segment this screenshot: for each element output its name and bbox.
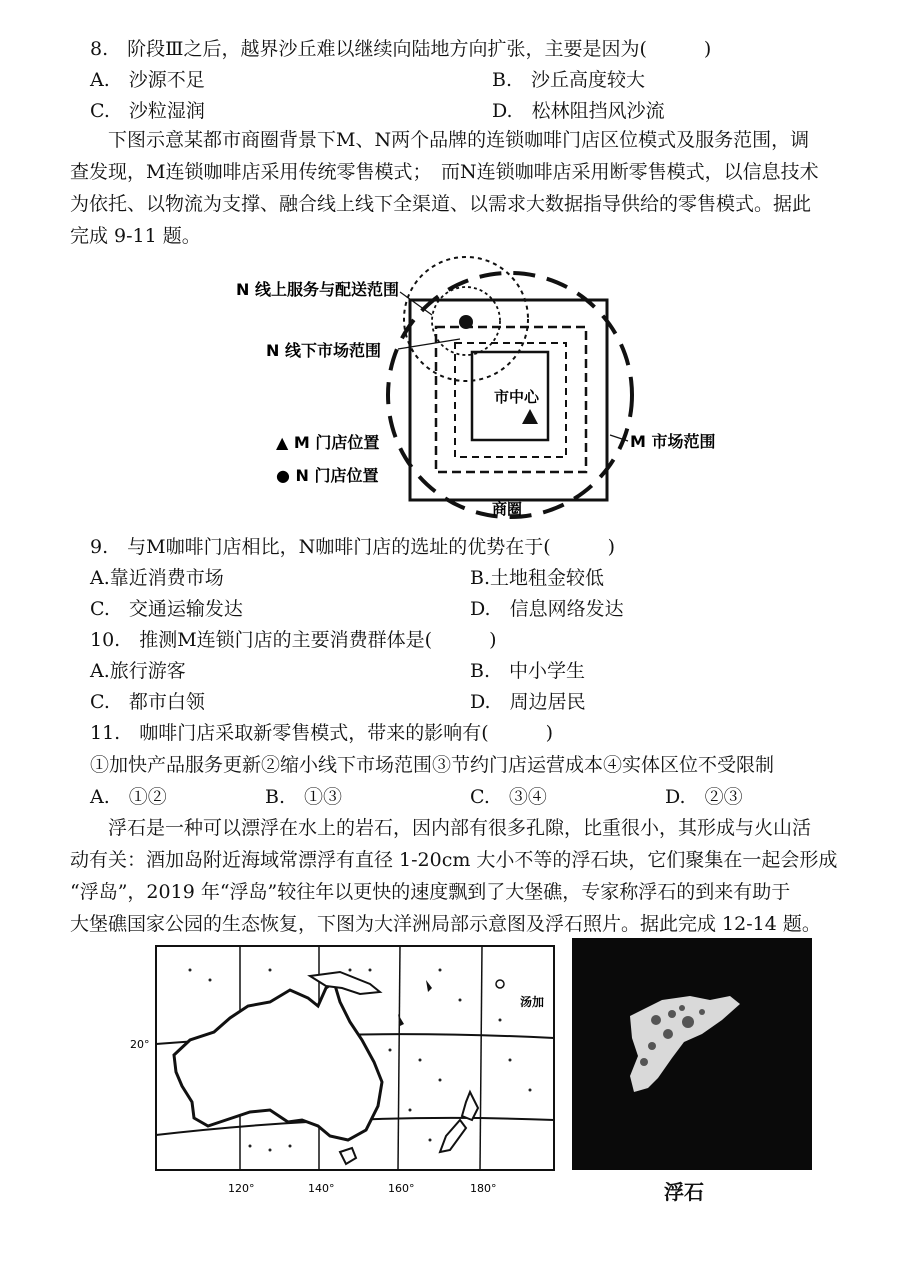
intro-paragraph-1-line-2: 查发现，M连锁咖啡店采用传统零售模式； 而N连锁咖啡店采用断零售模式，以信息技术 (70, 161, 819, 183)
label-city-center: 市中心 (494, 388, 540, 406)
q9-option-b: B.土地租金较低 (470, 567, 605, 589)
legend-n-store: ● N 门店位置 (276, 466, 379, 485)
intro-paragraph-2-line-3: “浮岛”，2019 年“浮岛”较往年以更快的速度飘到了大堡礁，专家称浮石的到来有助于 (70, 881, 791, 903)
business-district-diagram (0, 255, 900, 525)
q8-option-a: A. 沙源不足 (90, 69, 205, 91)
pumice-caption: 浮石 (664, 1180, 704, 1204)
pumice-photo (572, 938, 812, 1170)
intro-paragraph-2-line-1: 浮石是一种可以漂浮在水上的岩石，因内部有很多孔隙，比重很小，其形成与火山活 (70, 817, 812, 839)
q8-stem: 8. 阶段Ⅲ之后，越界沙丘难以继续向陆地方向扩张，主要是因为( ) (90, 38, 712, 60)
q10-option-c: C. 都市白领 (90, 691, 205, 713)
q11-option-a: A. ①② (90, 786, 167, 808)
q10-option-d: D. 周边居民 (470, 691, 586, 713)
q9-option-d: D. 信息网络发达 (470, 598, 624, 620)
intro-paragraph-2-line-4: 大堡礁国家公园的生态恢复，下图为大洋洲局部示意图及浮石照片。据此完成 12-14 题。 (70, 913, 821, 935)
leader-n-offline (398, 339, 460, 349)
photo-background (572, 938, 812, 1170)
q11-option-b: B. ①③ (265, 786, 343, 808)
q9-stem: 9. 与M咖啡门店相比，N咖啡门店的选址的优势在于( ) (90, 536, 616, 558)
n-store-point (459, 315, 473, 329)
label-tonga: 汤加 (520, 995, 545, 1009)
label-n-offline: N 线下市场范围 (266, 341, 381, 360)
q10-stem: 10. 推测M连锁门店的主要消费群体是( ) (90, 629, 497, 651)
label-m-market: M 市场范围 (630, 432, 716, 451)
lon-label-120: 120° (228, 1182, 255, 1195)
q10-option-b: B. 中小学生 (470, 660, 586, 682)
intro-paragraph-1-line-1: 下图示意某都市商圈背景下M、N两个品牌的连锁咖啡门店区位模式及服务范围，调 (70, 129, 810, 151)
label-n-online: N 线上服务与配送范围 (236, 280, 399, 299)
q9-option-c: C. 交通运输发达 (90, 598, 243, 620)
lon-label-140: 140° (308, 1182, 335, 1195)
intro-paragraph-1-line-3: 为依托、以物流为支撑、融合线上线下全渠道、以需求大数据指导供给的零售模式。据此 (70, 193, 812, 215)
lon-label-160: 160° (388, 1182, 415, 1195)
lat-label-20: 20° (130, 1038, 150, 1051)
label-district: 商圈 (492, 500, 523, 518)
q8-option-d: D. 松林阻挡风沙流 (492, 100, 665, 122)
legend-m-store: ▲ M 门店位置 (276, 433, 380, 452)
m-store-triangle (522, 409, 538, 424)
q11-items: ①加快产品服务更新②缩小线下市场范围③节约门店运营成本④实体区位不受限制 (90, 754, 775, 776)
q8-option-b: B. 沙丘高度较大 (492, 69, 646, 91)
q8-option-c: C. 沙粒湿润 (90, 100, 205, 122)
q11-option-d: D. ②③ (665, 786, 743, 808)
q10-option-a: A.旅行游客 (90, 660, 186, 682)
intro-paragraph-2-line-2: 动有关：酒加岛附近海域常漂浮有直径 1-20cm 大小不等的浮石块，它们聚集在一起会形成 (70, 849, 838, 871)
q11-stem: 11. 咖啡门店采取新零售模式，带来的影响有( ) (90, 722, 554, 744)
q9-option-a: A.靠近消费市场 (90, 567, 224, 589)
oceania-map (130, 940, 570, 1200)
lon-label-180: 180° (470, 1182, 497, 1195)
q11-option-c: C. ③④ (470, 786, 547, 808)
intro-paragraph-1-line-4: 完成 9-11 题。 (70, 225, 201, 247)
